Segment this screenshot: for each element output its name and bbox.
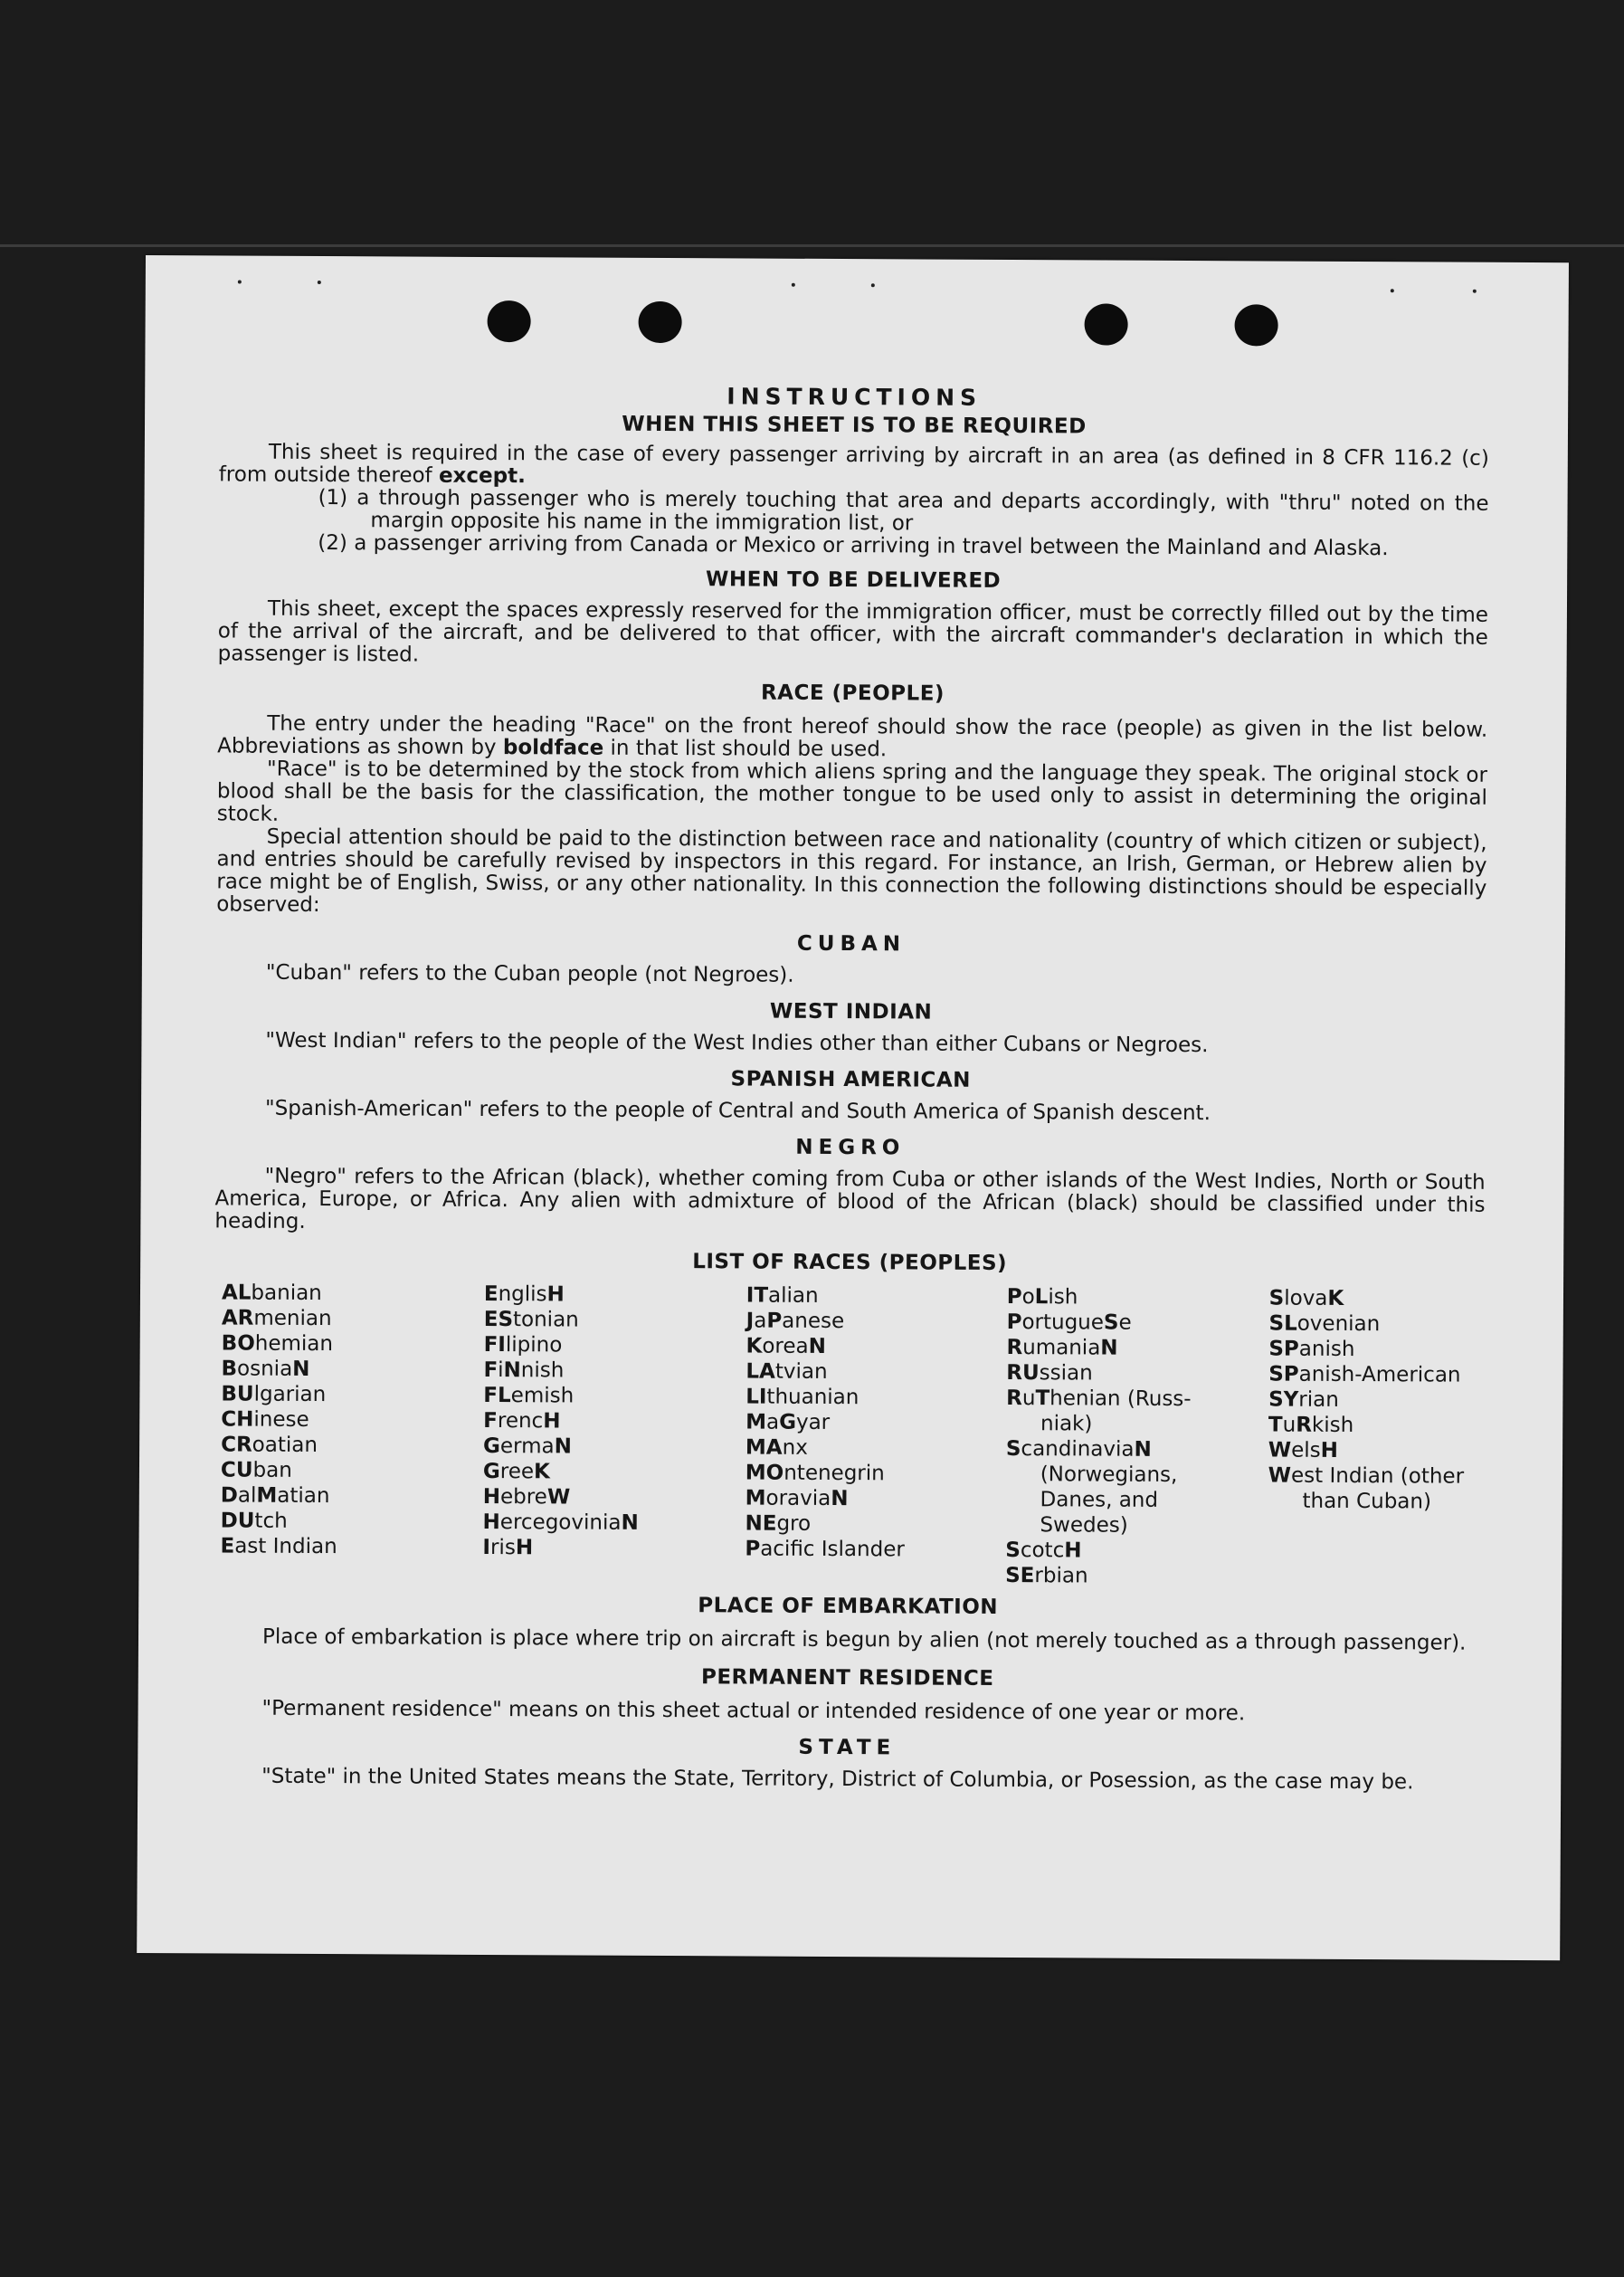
race-entry xyxy=(222,1305,484,1332)
race-text: menian xyxy=(253,1306,332,1331)
race-entry xyxy=(221,1432,483,1459)
race-abbreviation: M xyxy=(745,1486,766,1510)
race-abbreviation: M xyxy=(256,1483,278,1508)
race-abbreviation: P xyxy=(766,1309,783,1333)
race-entry xyxy=(1006,1386,1268,1413)
race-abbreviation: G xyxy=(482,1459,500,1484)
race-text: oravia xyxy=(765,1486,831,1510)
race-entry xyxy=(221,1482,483,1510)
scan-border-line xyxy=(0,244,1624,247)
race-text: ree xyxy=(499,1460,535,1484)
race-abbreviation: AL xyxy=(221,1281,252,1305)
race-abbreviation: ES xyxy=(483,1307,514,1332)
race-text: ssian xyxy=(1039,1361,1093,1386)
race-text: ban xyxy=(252,1458,292,1482)
race-entry xyxy=(221,1508,483,1535)
race-abbreviation: W xyxy=(1268,1463,1292,1488)
race-text: kish xyxy=(1311,1413,1354,1438)
race-text: est Indian (other xyxy=(1290,1463,1465,1489)
race-text: tvian xyxy=(774,1359,828,1384)
race-abbreviation: E xyxy=(483,1281,499,1307)
race-abbreviation: MA xyxy=(745,1435,783,1460)
race-entry xyxy=(746,1308,1007,1335)
punch-hole xyxy=(639,301,682,343)
spanish-american-paragraph: "Spanish-American" refers to the people of Central and South America of Spanish descent. xyxy=(264,1096,1211,1126)
race-entry xyxy=(221,1381,483,1408)
race-text: u xyxy=(1282,1413,1296,1437)
race-column xyxy=(482,1281,746,1587)
race-abbreviation: SP xyxy=(1268,1337,1299,1361)
punch-hole xyxy=(1234,304,1277,346)
race-abbreviation: H xyxy=(543,1409,561,1434)
race-text: a xyxy=(754,1309,767,1333)
race-entry xyxy=(745,1536,1005,1563)
race-text: anese xyxy=(782,1309,845,1334)
race-text: inese xyxy=(253,1407,309,1432)
race-text: lova xyxy=(1284,1286,1328,1310)
race-abbreviation: IT xyxy=(746,1283,769,1308)
race-abbreviation: J xyxy=(746,1309,755,1333)
race-abbreviation: RU xyxy=(1006,1360,1040,1386)
race-abbreviation: NE xyxy=(745,1511,777,1536)
race-entry xyxy=(1268,1362,1484,1388)
race-abbreviation: F xyxy=(483,1358,499,1383)
race-abbreviation: N xyxy=(808,1334,826,1358)
race-abbreviation: N xyxy=(1134,1437,1152,1462)
race-entry xyxy=(746,1409,1006,1436)
state-heading: STATE xyxy=(798,1735,897,1760)
race-abbreviation: N xyxy=(621,1510,639,1535)
race-abbreviation: MO xyxy=(745,1461,784,1485)
race-abbreviation: G xyxy=(779,1410,797,1434)
race-column xyxy=(1005,1284,1269,1590)
race-text: cotc xyxy=(1020,1539,1065,1563)
race-text: ebre xyxy=(499,1485,547,1510)
race-text: ntenegrin xyxy=(784,1461,885,1486)
race-abbreviation: W xyxy=(1268,1438,1292,1462)
race-abbreviation: H xyxy=(1320,1438,1339,1462)
race-entry xyxy=(221,1406,483,1434)
race-abbreviation: LI xyxy=(746,1385,767,1409)
race-entry xyxy=(222,1330,484,1358)
race-entry xyxy=(746,1333,1006,1360)
race-abbreviation: H xyxy=(1064,1539,1082,1563)
race-text: gro xyxy=(776,1511,812,1536)
race-text: ercegovinia xyxy=(499,1510,622,1535)
race-entry xyxy=(746,1434,1006,1462)
race-abbreviation: L xyxy=(1034,1285,1049,1310)
west-indian-heading: WEST INDIAN xyxy=(769,999,933,1024)
race-entry xyxy=(483,1383,746,1410)
race-entry xyxy=(221,1457,483,1484)
race-abbreviation: H xyxy=(546,1282,565,1307)
race-abbreviation: H xyxy=(482,1510,500,1535)
race-entry xyxy=(1269,1286,1485,1312)
race-abbreviation: P xyxy=(1006,1310,1022,1335)
race-text: renc xyxy=(497,1409,544,1434)
race-entry xyxy=(746,1384,1006,1411)
race-text: anish-American xyxy=(1298,1362,1461,1387)
race-text: umania xyxy=(1022,1336,1101,1360)
race-entry xyxy=(746,1460,1006,1487)
race-abbreviation: M xyxy=(746,1410,767,1434)
race-text: osnia xyxy=(237,1357,293,1381)
race-entry xyxy=(1006,1360,1268,1387)
race-entry xyxy=(484,1307,746,1334)
race-abbreviation: I xyxy=(482,1535,491,1560)
race-entry: niak) xyxy=(1040,1412,1093,1436)
race-column xyxy=(745,1282,1007,1588)
speck xyxy=(238,281,242,284)
race-abbreviation: K xyxy=(533,1460,550,1484)
race-entry xyxy=(483,1510,746,1537)
race-text: hemian xyxy=(254,1331,334,1357)
race-abbreviation: N xyxy=(554,1434,572,1459)
required-paragraph xyxy=(219,441,1489,492)
race-abbreviation: AR xyxy=(221,1306,254,1330)
race-abbreviation: CU xyxy=(220,1458,253,1482)
race-text: rbian xyxy=(1034,1564,1088,1588)
embarkation-heading: PLACE OF EMBARKATION xyxy=(698,1594,999,1619)
race-text: yar xyxy=(795,1410,831,1434)
negro-heading: NEGRO xyxy=(795,1135,906,1160)
instructions-content xyxy=(212,380,1489,1794)
race-abbreviation: P xyxy=(745,1537,761,1561)
race-abbreviation: N xyxy=(831,1486,849,1511)
race-entry xyxy=(484,1332,746,1359)
race-text: acific Islander xyxy=(760,1537,905,1562)
race-text: ris xyxy=(489,1536,516,1560)
race-text: henian (Russ- xyxy=(1049,1386,1192,1412)
race-abbreviation: H xyxy=(515,1536,534,1560)
race-entry xyxy=(483,1459,746,1486)
speck xyxy=(792,283,795,287)
spanish-american-heading: SPANISH AMERICAN xyxy=(730,1067,971,1092)
race-text: thuanian xyxy=(766,1385,859,1410)
race-abbreviation: FI xyxy=(483,1332,506,1358)
embarkation-paragraph: Place of embarkation is place where trip on aircraft is begun by alien (not merely touched as a through passenger). xyxy=(261,1624,1467,1655)
speck xyxy=(1473,290,1477,293)
race-text: ast Indian xyxy=(234,1534,337,1559)
race-abbreviation: LA xyxy=(746,1359,775,1384)
race-abbreviation: SE xyxy=(1005,1563,1035,1588)
speck xyxy=(871,283,875,287)
race-entry xyxy=(1005,1538,1268,1565)
race-entry xyxy=(746,1485,1006,1512)
race-abbreviation: N xyxy=(503,1358,521,1383)
residence-heading: PERMANENT RESIDENCE xyxy=(700,1665,994,1691)
race-entry: Danes, and xyxy=(1040,1488,1159,1512)
race-text: nx xyxy=(782,1435,808,1460)
delivered-heading: WHEN TO BE DELIVERED xyxy=(705,567,1002,593)
race-text: nglis xyxy=(498,1282,547,1307)
race-abbreviation: S xyxy=(1005,1538,1021,1563)
race-entry: Swedes) xyxy=(1040,1513,1128,1538)
race-entry xyxy=(745,1510,1005,1538)
race-text: atian xyxy=(277,1483,330,1509)
race-paragraph-1 xyxy=(217,712,1487,764)
race-text: ovenian xyxy=(1296,1311,1381,1337)
delivered-paragraph: This sheet, except the spaces expressly reserved for the immigration officer, must be correctly filled out by the time of the arrival of the aircraft, and be delivered to that officer, with the aircraft commander's declaration in which the passenger is listed. xyxy=(217,596,1489,667)
race-abbreviation: SY xyxy=(1268,1387,1299,1412)
race-entry: (Norwegians, xyxy=(1040,1462,1178,1487)
race-abbreviation: G xyxy=(482,1434,500,1459)
race-entry xyxy=(1006,1436,1268,1463)
race-abbreviation: P xyxy=(1006,1284,1022,1310)
race-entry xyxy=(221,1356,483,1383)
race-text: lipino xyxy=(505,1333,563,1358)
race-abbreviation: FL xyxy=(483,1383,511,1408)
race-entry xyxy=(483,1408,746,1435)
race-entry xyxy=(1268,1438,1484,1464)
race-abbreviation: W xyxy=(546,1485,571,1510)
race-text: candinavia xyxy=(1021,1437,1135,1462)
race-text: banian xyxy=(251,1281,322,1306)
race-abbreviation: CR xyxy=(221,1433,252,1457)
cuban-heading: CUBAN xyxy=(796,931,907,957)
race-text: emish xyxy=(510,1384,575,1408)
race-entry xyxy=(484,1281,746,1309)
race-entry xyxy=(222,1280,484,1307)
race-abbreviation: N xyxy=(292,1357,310,1381)
race-entry xyxy=(1007,1310,1269,1337)
race-text: a xyxy=(765,1410,780,1434)
race-abbreviation: D xyxy=(220,1483,238,1508)
race-text: o xyxy=(1021,1285,1035,1310)
required-heading: WHEN THIS SHEET IS TO BE REQUIRED xyxy=(622,412,1087,439)
race-column xyxy=(1268,1286,1485,1591)
race-entry xyxy=(483,1358,746,1385)
residence-paragraph: "Permanent residence" means on this sheet actual or intended residence of one year or more. xyxy=(261,1696,1246,1726)
required-except: except. xyxy=(438,463,526,489)
race-text: erma xyxy=(499,1434,555,1459)
state-paragraph: "State" in the United States means the State, Territory, District of Columbia, or Posession, as the case may be. xyxy=(261,1764,1414,1795)
race-entry xyxy=(483,1484,746,1511)
race-abbreviation: R xyxy=(1296,1413,1313,1437)
race-abbreviation: S xyxy=(1005,1436,1021,1462)
race-abbreviation: H xyxy=(482,1484,501,1510)
west-indian-paragraph: "West Indian" refers to the people of the West Indies other than either Cubans or Negroes. xyxy=(265,1028,1209,1058)
speck xyxy=(1391,289,1394,292)
list-heading: LIST OF RACES (PEOPLES) xyxy=(692,1250,1008,1276)
race-entry xyxy=(220,1533,482,1560)
punch-hole xyxy=(1084,303,1127,345)
exception-2: (2) a passenger arriving from Canada or Mexico or arriving in travel between the Mainland and Alaska. xyxy=(318,531,1389,561)
race-text: rian xyxy=(1298,1387,1339,1412)
race-text: i xyxy=(498,1358,504,1383)
race-entry xyxy=(483,1434,746,1461)
race-abbreviation: T xyxy=(1035,1386,1050,1411)
race-text: orea xyxy=(762,1334,809,1358)
race-list xyxy=(220,1280,1485,1590)
required-text: This sheet is required in the case of every passenger arriving by aircraft in an area (as defined in 8 CFR 116.2 (c) from outside thereof xyxy=(218,440,1489,488)
race-text: anish xyxy=(1298,1337,1355,1362)
race-text-1a: The entry under the heading "Race" on the front hereof should show the race (people) as given in the list below. Abbreviations as shown by xyxy=(217,711,1488,760)
speck xyxy=(318,281,321,284)
race-text: tch xyxy=(254,1509,288,1533)
race-text: ortugue xyxy=(1021,1310,1105,1335)
race-text: nish xyxy=(520,1358,565,1383)
race-abbreviation: R xyxy=(1006,1386,1022,1411)
race-entry xyxy=(1005,1563,1268,1590)
exception-1: (1) a through passenger who is merely touching that area and departs accordingly, with "thru" noted on the margin opposite his name in the immigration list, or xyxy=(318,486,1489,536)
race-paragraph-3: Special attention should be paid to the distinction between race and nationality (country of which citizen or subject), and entries should be carefully revised by inspectors in this regard. For instance, an Irish, German, or Hebrew alien by race might be of English, Swiss, or any other nationality. In this connection the following distinctions should be especially observed: xyxy=(216,824,1487,918)
race-entry: than Cuban) xyxy=(1302,1489,1432,1514)
race-text-bold: boldface xyxy=(502,736,604,760)
race-abbreviation: B xyxy=(221,1357,238,1381)
race-column xyxy=(220,1280,484,1586)
race-entry xyxy=(746,1282,1007,1310)
race-entry xyxy=(1268,1387,1484,1414)
race-entry xyxy=(482,1535,745,1562)
race-paragraph-2: "Race" is to be determined by the stock from which aliens spring and the language they speak. The original stock or blood shall be the basis for the classification, the mother tongue to be used only to assist in determining the original stock. xyxy=(216,757,1488,826)
race-entry xyxy=(1006,1335,1268,1362)
race-text: oatian xyxy=(252,1433,318,1458)
race-abbreviation: S xyxy=(1268,1286,1285,1310)
instruction-sheet xyxy=(137,255,1569,1960)
race-abbreviation: K xyxy=(1327,1286,1344,1310)
race-abbreviation: K xyxy=(746,1334,763,1358)
race-entry xyxy=(1268,1413,1484,1439)
race-abbreviation: R xyxy=(1006,1335,1023,1360)
race-abbreviation: DU xyxy=(220,1509,255,1533)
race-text: tonian xyxy=(512,1308,579,1332)
race-text: e xyxy=(1118,1310,1132,1335)
race-abbreviation: T xyxy=(1268,1413,1283,1437)
race-abbreviation: E xyxy=(220,1534,235,1558)
race-text-1b: in that list should be used. xyxy=(610,736,888,762)
race-abbreviation: S xyxy=(1103,1310,1119,1335)
race-entry xyxy=(1007,1284,1269,1311)
race-heading: RACE (PEOPLE) xyxy=(760,681,945,706)
race-abbreviation: SL xyxy=(1268,1311,1297,1336)
race-abbreviation: SP xyxy=(1268,1362,1299,1386)
negro-paragraph: "Negro" refers to the African (black), whether coming from Cuba or other islands of the West Indies, North or South America, Europe, or Africa. Any alien with admixture of blood of the African (black) should be classified under this heading. xyxy=(214,1164,1486,1234)
race-abbreviation: CH xyxy=(221,1407,254,1432)
race-text: alian xyxy=(768,1283,819,1308)
race-text: u xyxy=(1021,1386,1036,1411)
race-abbreviation: N xyxy=(1100,1336,1118,1360)
race-entry xyxy=(1268,1463,1484,1490)
race-text: els xyxy=(1291,1438,1321,1462)
instructions-title: INSTRUCTIONS xyxy=(727,383,983,411)
race-entry xyxy=(1268,1311,1484,1338)
race-text: al xyxy=(237,1483,257,1508)
cuban-paragraph: "Cuban" refers to the Cuban people (not Negroes). xyxy=(265,960,794,987)
race-abbreviation: BO xyxy=(221,1331,255,1356)
race-text: lgarian xyxy=(253,1382,327,1407)
race-text: ish xyxy=(1048,1285,1078,1310)
race-abbreviation: BU xyxy=(221,1382,254,1406)
race-entry xyxy=(1268,1337,1484,1363)
race-abbreviation: F xyxy=(483,1408,498,1434)
punch-hole xyxy=(488,300,531,342)
race-entry xyxy=(746,1358,1006,1386)
